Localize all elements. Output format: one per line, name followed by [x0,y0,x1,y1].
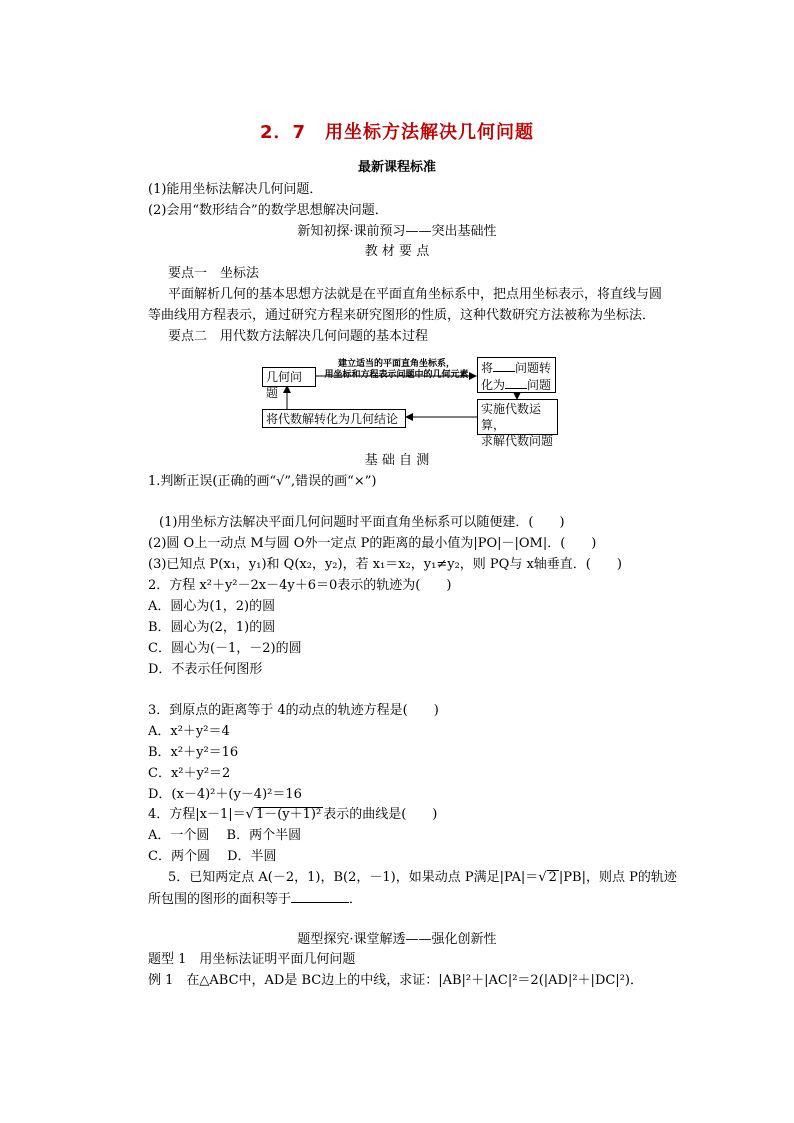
option: D．不表示任何图形 [148,662,263,677]
standard-item: (1)能用坐标法解决几何问题． [148,182,323,197]
point1-title: 要点一 坐标法 [168,266,260,281]
point2-title: 要点二 用代数方法解决几何问题的基本过程 [168,329,429,344]
question-5-stem-cont: 所包围的图形的面积等于 ． [148,892,363,907]
flow-box-algebra: 实施代数运算， 求解代数问题 [477,399,558,435]
option: A．x²＋y²＝4 [148,724,230,739]
flow-box-conclusion: 将代数解转化为几何结论 [262,409,406,428]
radical-sign: √ [245,807,254,822]
standard-item: (2)会用“数形结合”的数学思想解决问题． [148,203,388,218]
example-1: 例 1 在△ABC中，AD是 BC边上的中线，求证：|AB|²＋|AC|²＝2(|AD|²＋|DC|²)． [148,973,643,988]
radicand: 1－(y＋1)² [255,807,322,822]
question-1-item: (2)圆 O上一动点 M与圆 O外一定点 P的距离的最小值为|PO|－|OM|．( ) [148,536,597,551]
type-1-title: 题型 1 用坐标法证明平面几何问题 [148,952,356,967]
option: B．圆心为(2，1)的圆 [148,620,276,635]
question-1-stem: 1.判断正误(正确的画“√”,错误的画“×”) [148,474,377,489]
option: A．一个圆 B．两个半圆 [148,828,302,843]
answer-blank[interactable] [291,890,349,903]
question-1-item: (1)用坐标方法解决平面几何问题时平面直角坐标系可以随便建．( ) [159,515,565,530]
question-4-stem: 4．方程|x－1|＝√ 1－(y＋1)² 表示的曲线是( ) [148,807,438,822]
question-2-stem: 2．方程 x²＋y²－2x－4y＋6＝0表示的轨迹为( ) [148,578,452,593]
flow-arrow-label: 建立适当的平面直角坐标系， 用坐标和方程表示问题中的几何元素 [324,359,469,380]
textbook-points-heading: 教 材 要 点 [364,244,430,259]
self-test-heading: 基 础 自 测 [364,453,430,468]
question-1-item: (3)已知点 P(x₁，y₁)和 Q(x₂，y₂)，若 x₁＝x₂，y₁≠y₂，则 PQ与 x轴垂直．( ) [148,557,622,572]
option: D．(x－4)²＋(y－4)²＝16 [148,787,302,802]
question-3-stem: 3．到原点的距离等于 4的动点的轨迹方程是( ) [148,703,439,718]
explore-section-heading: 题型探究·课堂解透——强化创新性 [297,932,497,947]
flow-box-convert: 将 问题转 化为 问题 [477,357,556,393]
standards-heading: 最新课程标准 [357,160,436,175]
point1-body: 等曲线用方程表示，通过研究方程来研究图形的性质，这种代数研究方法被称为坐标法． [148,308,656,323]
option: C．两个圆 D．半圆 [148,849,277,864]
page-title: 2．7 用坐标方法解决几何问题 [259,122,535,143]
radicand: 2 [548,870,557,885]
question-5-stem: 5．已知两定点 A(－2，1)，B(2，－1)，如果动点 P满足|PA|＝√ 2 |PB|，则点 P的轨迹 [168,870,677,885]
radical-sign: √ [538,870,547,885]
option: C．x²＋y²＝2 [148,766,231,781]
fill-blank[interactable] [505,376,527,389]
preview-section-heading: 新知初探·课前预习——突出基础性 [297,224,497,239]
option: B．x²＋y²＝16 [148,745,239,760]
point1-body: 平面解析几何的基本思想方法就是在平面直角坐标系中，把点用坐标表示，将直线与圆 [168,287,663,302]
fill-blank[interactable] [493,359,515,372]
option: A．圆心为(1，2)的圆 [148,599,276,614]
flow-box-geometry-problem: 几何问题 [262,367,316,387]
option: C．圆心为(－1，－2)的圆 [148,641,302,656]
